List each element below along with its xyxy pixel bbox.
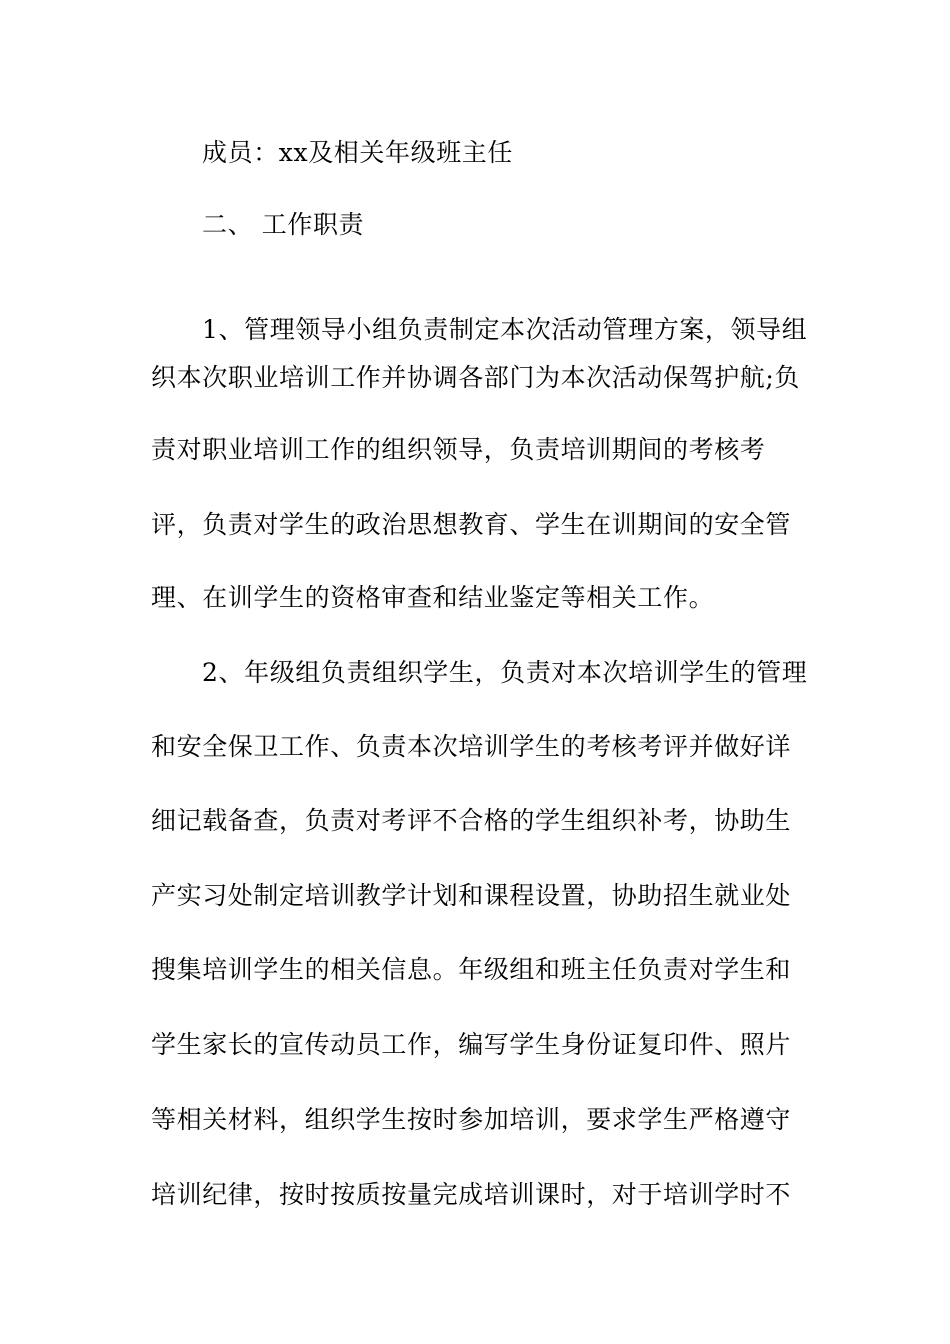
paragraph-1-line-5: 理、在训学生的资格审查和结业鉴定等相关工作。 [151,583,715,612]
paragraph-2-line-3: 细记载备查，负责对考评不合格的学生组织补考，协助生 [151,806,792,835]
paragraph-2-line-4: 产实习处制定培训教学计划和课程设置，协助招生就业处 [151,881,792,910]
paragraph-2-line-2: 和安全保卫工作、负责本次培训学生的考核考评并做好详 [151,732,792,761]
paragraph-1-line-1: 1、管理领导小组负责制定本次活动管理方案，领导组 [202,315,808,344]
paragraph-2-line-8: 培训纪律，按时按质按量完成培训课时，对于培训学时不 [151,1180,792,1209]
paragraph-2-line-5: 搜集培训学生的相关信息。年级组和班主任负责对学生和 [151,955,792,984]
paragraph-2-line-1: 2、年级组负责组织学生，负责对本次培训学生的管理 [202,658,808,687]
paragraph-1-line-4: 评，负责对学生的政治思想教育、学生在训期间的安全管 [151,510,792,539]
section-heading-duties: 二、 工作职责 [202,210,365,239]
paragraph-1-line-2: 织本次职业培训工作并协调各部门为本次活动保驾护航;负 [151,363,801,392]
members-line: 成员：xx及相关年级班主任 [202,138,513,167]
paragraph-2-line-7: 等相关材料，组织学生按时参加培训，要求学生严格遵守 [151,1105,792,1134]
paragraph-2-line-6: 学生家长的宣传动员工作，编写学生身份证复印件、照片 [151,1030,792,1059]
paragraph-1-line-3: 责对职业培训工作的组织领导，负责培训期间的考核考 [151,435,766,464]
